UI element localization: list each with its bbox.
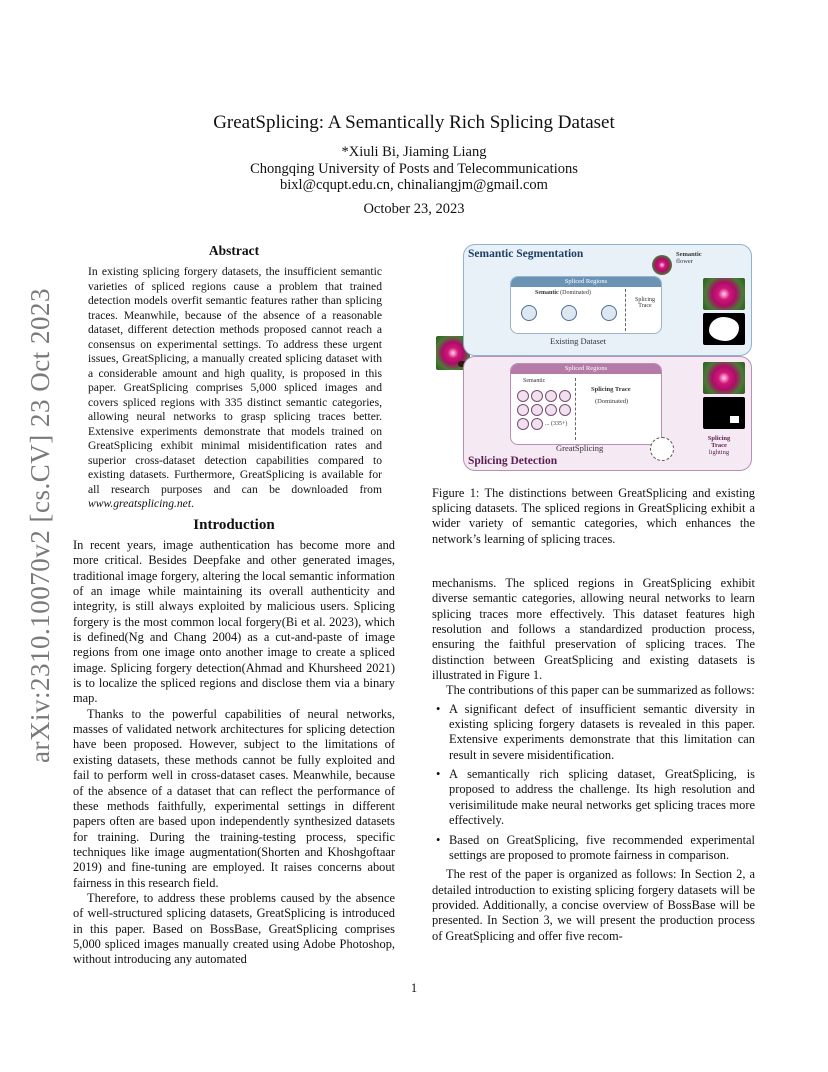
category-count: ... (335+)	[545, 421, 568, 427]
introduction-body	[73, 538, 395, 968]
cloud-icon	[517, 404, 529, 416]
greatsplicing-label: GreatSplicing	[556, 443, 604, 453]
dominated-label: (Dominated)	[595, 398, 629, 405]
intro-paragraph-3: Therefore, to address these problems caused by the absence of well-structured splicing datasets, GreatSplicing is introduced in this paper. Based on BossBase, GreatSplicing comprises 5,000 spliced images manually created using Adobe Photoshop, without introducing any automated	[73, 890, 395, 967]
car-icon	[545, 390, 557, 402]
segmentation-mask	[703, 313, 745, 345]
detection-mask	[703, 397, 745, 429]
contribution-item: • Based on GreatSplicing, five recommended experimental settings are proposed to promote fairness in comparison.	[449, 833, 755, 864]
panel-title-semantic-segmentation: Semantic Segmentation	[468, 248, 584, 260]
author-affiliation: Chongqing University of Posts and Telecommunications	[250, 160, 578, 177]
dashed-divider	[575, 378, 576, 440]
right-paragraph-2: The contributions of this paper can be summarized as follows:	[446, 683, 755, 698]
paper-title: GreatSplicing: A Semantically Rich Splicing Dataset	[213, 112, 615, 133]
right-paragraph-3: The rest of the paper is organized as follows: In Section 2, a detailed introduction to existing splicing forgery datasets will be provided. Additionally, a concise overview of BossBase will be presented. In Section 3, we will present the production process of GreatSplicing and offer five recom-	[432, 867, 755, 943]
abstract-text: In existing splicing forgery datasets, the insufficient semantic varieties of spliced regions cause a problem that trained detection models overfit semantic features rather than splicing traces. Meanwhile, because of the absence of a reasonable dataset, different detection methods proposed cannot reach a consensus on experimental settings. To address these urgent issues, GreatSplicing, a manually created splicing dataset with a considerable amount and high quality, is proposed in this paper. GreatSplicing comprises 5,000 spliced images and covers spliced regions with 335 distinct semantic categories, allowing neural networks to grasp splicing traces better. Extensive experiments demonstrate that models trained on GreatSplicing exhibit minimal misidentification rates and superior cross-dataset detection capabilities compared to existing datasets. Furthermore, GreatSplicing is available for all research purposes and can be downloaded from	[88, 265, 382, 496]
author-emails: bixl@cqupt.edu.cn, chinaliangjm@gmail.com	[280, 177, 548, 193]
intro-paragraph-2: Thanks to the powerful capabilities of neural networks, masses of validated network architectures for splicing detection have been proposed. However, subject to the limitations of existing datasets, these methods cannot be fully exploited and fail to perform well in cross-dataset cases. Meanwhile, because of the absence of a dataset that can reflect the performance of these methods faithfully, experimental settings in different papers often are based upon independently synthesized datasets for training. During the training-testing process, specific techniques like image augmentation(Shorten and Khoshgoftaar 2019) and fine-tuning are employed. It raises concerns about fairness in this research field.	[73, 706, 395, 890]
car-icon	[601, 305, 617, 321]
spliced-regions-header-2: Spliced Regions	[511, 364, 661, 374]
existing-spliced-regions-card	[510, 276, 662, 334]
dashed-divider	[625, 289, 626, 331]
paper-date: October 23, 2023	[363, 201, 465, 217]
detection-input-image	[703, 362, 745, 394]
bag-icon	[517, 418, 529, 430]
splicing-trace-small-label: Splicing Trace	[634, 297, 655, 309]
house-icon	[545, 404, 557, 416]
arxiv-sidebar-stamp	[20, 287, 60, 763]
abstract-end: .	[191, 497, 194, 510]
fish-icon	[531, 418, 543, 430]
detection-mask-region	[730, 416, 739, 423]
intro-paragraph-1: In recent years, image authentication has become more and more critical. Besides Deepfake and other generated images, traditional image forgery, altering the local semantic information of an image while maintaining its overall authenticity and integrity, is still always exploited by malicious users. Splicing forgery is the most common local forgery(Bi et al. 2023), which is defined(Ng and Chang 2004) as a cut-and-paste of image regions from one image onto another image to create a spliced image. Splicing forgery detection(Ahmad and Khursheed 2021) is to localize the spliced regions and disclose them via a binary map.	[73, 538, 395, 706]
semantic-label: Semantic	[523, 378, 546, 384]
segmentation-mask-blob	[709, 317, 739, 341]
dataset-link[interactable]: www.greatsplicing.net	[88, 497, 192, 510]
contribution-item: • A significant defect of insufficient semantic diversity in existing splicing forgery datasets is revealed in this paper. Extensive experiments demonstrate that this limitation can result in severe misidentification.	[449, 702, 755, 763]
greatsplicing-spliced-regions-card	[510, 363, 662, 445]
abstract-heading: Abstract	[208, 243, 260, 258]
lighting-icon	[650, 437, 674, 461]
semantic-dominated-label: Semantic (Dominated)	[535, 290, 591, 296]
splicing-trace-lighting-label: Splicing Trace lighting	[707, 435, 731, 456]
globe-icon	[559, 404, 571, 416]
flower-icon	[521, 305, 537, 321]
splicing-trace-label: Splicing Trace	[591, 386, 631, 393]
introduction-heading: Introduction	[193, 517, 275, 533]
figure-1	[436, 240, 756, 474]
abstract-body	[88, 265, 382, 512]
arxiv-identifier: arXiv:2310.10070v2 [cs.CV] 23 Oct 2023	[24, 287, 55, 763]
segmentation-input-image	[703, 278, 745, 310]
semantic-flower-icon	[652, 255, 672, 275]
right-paragraph-1: mechanisms. The spliced regions in GreatSplicing exhibit diverse semantic categories, allowing neural networks to learn splicing traces more effectively. This dataset features high resolution and follows a standardized production process, ensuring the faithful preservation of splicing traces. The distinction between GreatSplicing and existing datasets is illustrated in Figure 1.	[432, 576, 755, 683]
semantic-flower-label: Semantic flower	[676, 251, 702, 265]
existing-dataset-label: Existing Dataset	[550, 336, 606, 346]
splicing-detection-panel	[463, 356, 752, 471]
people-icon	[531, 390, 543, 402]
author-names: *Xiuli Bi, Jiaming Liang	[341, 144, 487, 160]
right-column-body	[432, 576, 755, 944]
semantic-segmentation-panel	[463, 244, 752, 356]
flower-icon	[517, 390, 529, 402]
spliced-regions-header: Spliced Regions	[511, 277, 661, 287]
tree-icon	[531, 404, 543, 416]
contributions-list	[432, 702, 755, 863]
face-icon	[559, 390, 571, 402]
panel-title-splicing-detection: Splicing Detection	[468, 455, 558, 467]
author-block	[0, 144, 828, 194]
people-icon	[561, 305, 577, 321]
contribution-item: • A semantically rich splicing dataset, GreatSplicing, is proposed to address the challenge. Its high resolution and verisimilitude make neural networks get splicing traces more effectively.	[449, 767, 755, 828]
page-number: 1	[410, 981, 418, 995]
figure-1-caption: Figure 1: The distinctions between GreatSplicing and existing splicing datasets. The spliced regions in GreatSplicing exhibit a wider variety of semantic categories, which enhances the network’s learning of splicing traces.	[432, 486, 755, 546]
